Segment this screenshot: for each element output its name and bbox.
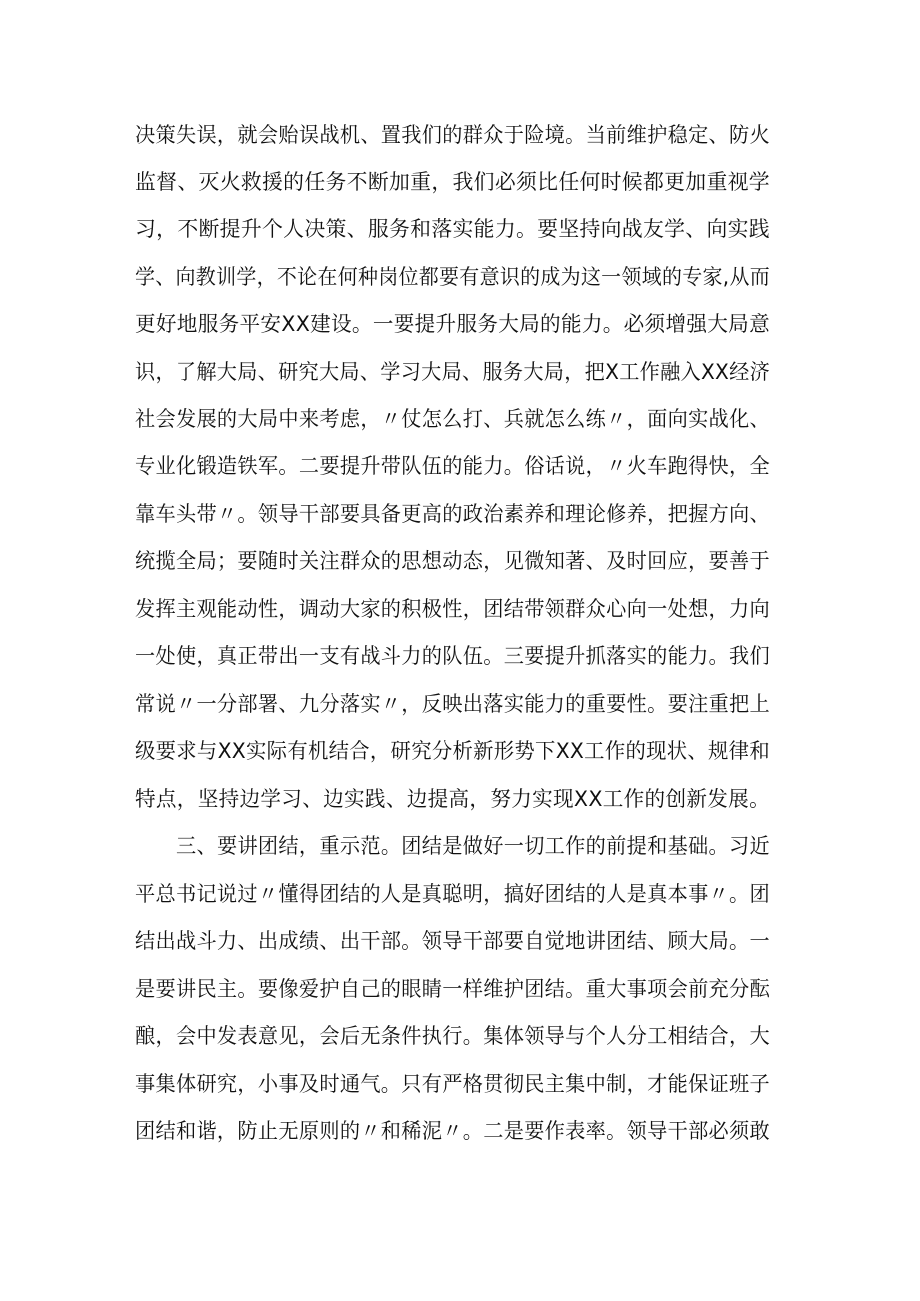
text-line: 决策失误，就会贻误战机、置我们的群众于险境。当前维护稳定、防火 [135, 123, 771, 147]
text-line: 事集体研究，小事及时通气。只有严格贯彻民主集中制，才能保证班子 [135, 1072, 771, 1096]
text-line: 级要求与XX实际有机结合，研究分析新形势下XX工作的现状、规律和 [135, 739, 770, 763]
text-line: 酿，会中发表意见，会后无条件执行。集体领导与个人分工相结合，大 [135, 1024, 771, 1048]
text-line: 常说〃一分部署、九分落实〃，反映出落实能力的重要性。要注重把上 [135, 692, 771, 716]
text-line: 结出战斗力、出成绩、出干部。领导干部要自觉地讲团结、顾大局。一 [135, 929, 771, 953]
text-line: 习，不断提升个人决策、服务和落实能力。要坚持向战友学、向实践 [135, 217, 770, 241]
text-line: 识，了解大局、研究大局、学习大局、服务大局，把X工作融入XX经济 [135, 360, 771, 384]
text-line: 社会发展的大局中来考虑，〃仗怎么打、兵就怎么练〃，面向实战化、 [135, 407, 771, 431]
text-line: 靠车头带〃。领导干部要具备更高的政治素养和理论修养，把握方向、 [135, 502, 771, 526]
text-line: 统揽全局；要随时关注群众的思想动态，见微知著、及时回应，要善于 [135, 549, 771, 573]
text-line: 更好地服务平安XX建设。一要提升服务大局的能力。必须增强大局意 [135, 312, 770, 336]
text-line: 平总书记说过〃懂得团结的人是真聪明，搞好团结的人是真本事〃。团 [135, 882, 771, 906]
text-line: 专业化锻造铁军。二要提升带队伍的能力。俗话说，〃火车跑得快，全 [135, 454, 771, 478]
text-line: 学、向教训学，不论在何种岗位都要有意识的成为这一领域的专家,从而 [135, 265, 770, 289]
text-line: 是要讲民主。要像爱护自己的眼睛一样维护团结。重大事项会前充分酝 [135, 977, 771, 1001]
text-line: 特点，坚持边学习、边实践、边提高，努力实现XX工作的创新发展。 [135, 787, 770, 811]
text-line: 监督、灭火救援的任务不断加重，我们必须比任何时候都更加重视学 [135, 170, 770, 194]
text-line: 发挥主观能动性，调动大家的积极性，团结带领群众心向一处想，力向 [135, 597, 771, 621]
text-line: 团结和谐，防止无原则的〃和稀泥〃。二是要作表率。领导干部必须敢 [135, 1119, 771, 1143]
paragraph-first-line: 三、要讲团结，重示范。团结是做好一切工作的前提和基础。习近 [176, 834, 770, 858]
text-line: 一处使，真正带出一支有战斗力的队伍。三要提升抓落实的能力。我们 [135, 644, 771, 668]
